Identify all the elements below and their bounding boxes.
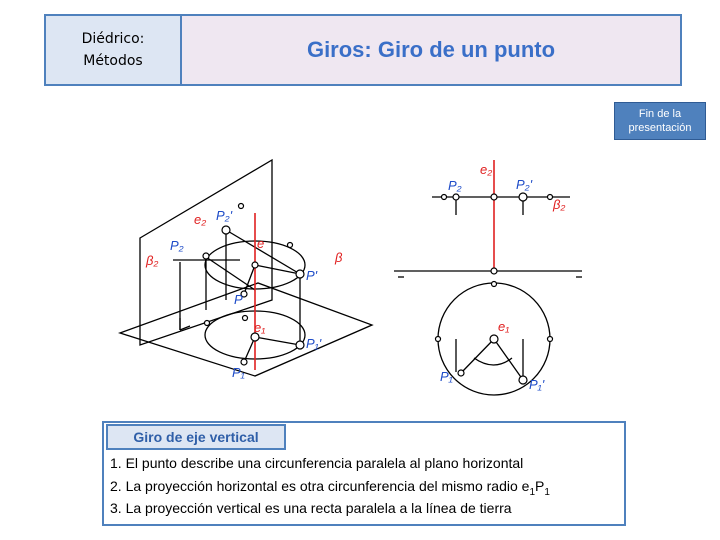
page-title: Giros: Giro de un punto <box>306 37 556 62</box>
label-e2: e₂ <box>194 212 207 227</box>
label-beta: β <box>335 250 343 265</box>
label-right-P1: P₁ <box>440 369 453 384</box>
item-2-sub-2: 1 <box>544 486 550 498</box>
label-right-P1p: P₁' <box>529 377 545 392</box>
label-right-beta2: β₂ <box>553 197 566 212</box>
section-line-1: Diédrico: <box>81 31 145 47</box>
descriptive-geometry-figure <box>0 140 720 410</box>
item-1: 1. El punto describe una circunferencia paralela al plano horizontal <box>110 455 524 471</box>
item-3: 3. La proyección vertical es una recta paralela a la línea de tierra <box>110 500 512 516</box>
item-2-text: 2. La proyección horizontal es otra circunferencia del mismo radio e <box>110 478 530 494</box>
label-P2p: P₂' <box>216 208 233 223</box>
item-2-sub-1: 1 <box>529 486 535 498</box>
box-heading: Giro de eje vertical <box>106 424 286 450</box>
label-Pp: P' <box>306 268 318 283</box>
item-2-point: P <box>535 478 545 494</box>
label-P1: P₁ <box>232 365 245 380</box>
section-line-2: Métodos <box>83 53 143 69</box>
end-label-line-1: Fin de la <box>638 108 682 120</box>
label-right-P2p: P₂' <box>516 177 533 192</box>
title-bar <box>180 14 682 86</box>
section-label <box>44 14 182 86</box>
item-2 <box>110 478 550 498</box>
end-label-line-2: presentación <box>628 122 692 134</box>
label-P2: P₂ <box>170 238 184 253</box>
label-e: e <box>257 236 265 251</box>
end-presentation-button[interactable] <box>614 102 706 140</box>
label-right-e1: e₁ <box>498 319 510 334</box>
label-right-e2: e₂ <box>480 162 493 177</box>
label-right-P2: P₂ <box>448 178 462 193</box>
label-P1p: P₁' <box>306 336 322 351</box>
header <box>44 14 682 84</box>
label-P: P <box>234 292 243 307</box>
label-beta2: β₂ <box>146 253 159 268</box>
label-e1: e₁ <box>254 320 266 335</box>
